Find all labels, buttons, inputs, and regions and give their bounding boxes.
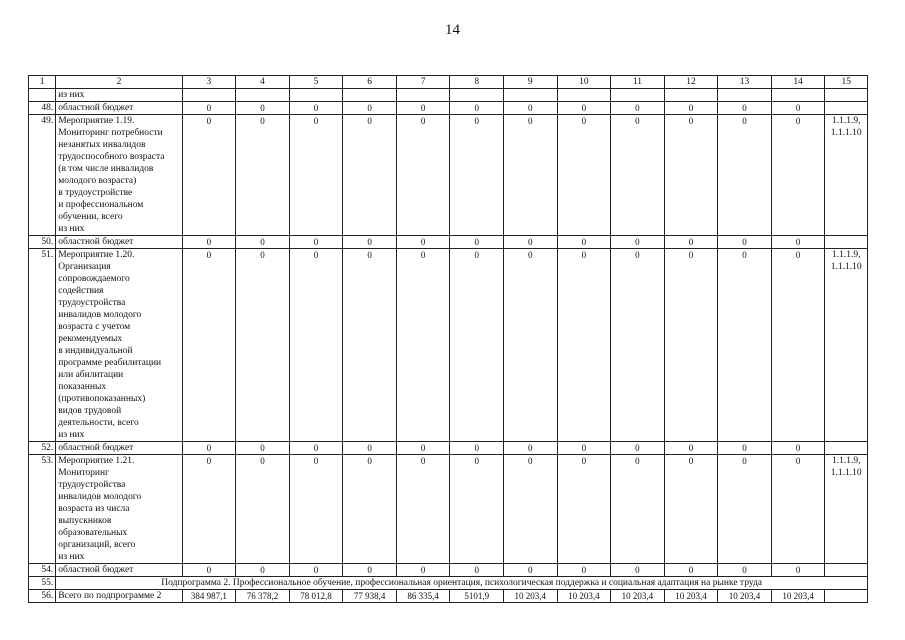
value-cell: 0: [611, 102, 665, 115]
description-line: инвалидов молодого: [58, 492, 142, 502]
table-row: [29, 442, 868, 455]
value-cell: 0: [396, 115, 450, 236]
value-cell: 0: [182, 115, 236, 236]
value-cell: 0: [182, 102, 236, 115]
description-line: областной бюджет: [58, 443, 134, 453]
value-cell: 0: [450, 249, 504, 442]
value-cell: 0: [504, 442, 558, 455]
value-cell: 0: [450, 442, 504, 455]
row-number: 50.: [29, 236, 56, 249]
value-cell: 0: [664, 455, 718, 564]
indicator-code: [825, 236, 868, 249]
value-cell: 0: [450, 115, 504, 236]
value-cell: 0: [343, 564, 397, 577]
value-cell: 0: [396, 236, 450, 249]
value-cell: [450, 89, 504, 102]
total-value-cell: 77 938,4: [343, 590, 397, 603]
value-cell: 0: [611, 564, 665, 577]
value-cell: 0: [504, 564, 558, 577]
value-cell: 0: [771, 249, 825, 442]
value-cell: 0: [718, 249, 772, 442]
value-cell: 0: [611, 249, 665, 442]
row-number: 51.: [29, 249, 56, 442]
row-description: [56, 115, 182, 236]
header-cell: 6: [343, 76, 397, 89]
value-cell: 0: [396, 102, 450, 115]
header-cell: 13: [718, 76, 772, 89]
indicator-code: [825, 89, 868, 102]
value-cell: 0: [236, 236, 290, 249]
row-description: [56, 102, 182, 115]
description-line: Мониторинг потребности: [58, 128, 163, 138]
value-cell: 0: [289, 115, 343, 236]
description-line: показанных: [58, 382, 107, 392]
row-description: [56, 442, 182, 455]
row-number: [29, 89, 56, 102]
table-row: [29, 564, 868, 577]
value-cell: 0: [664, 249, 718, 442]
value-cell: 0: [343, 455, 397, 564]
value-cell: 0: [718, 455, 772, 564]
indicator-code: [825, 442, 868, 455]
code-line: 1.1.1.10: [830, 128, 862, 138]
description-line: или абилитации: [58, 370, 124, 380]
value-cell: 0: [236, 442, 290, 455]
value-cell: 0: [182, 455, 236, 564]
value-cell: 0: [182, 236, 236, 249]
indicator-code: [825, 249, 868, 442]
description-line: в трудоустройстве: [58, 188, 133, 198]
value-cell: [236, 89, 290, 102]
indicator-code: [825, 102, 868, 115]
value-cell: 0: [504, 249, 558, 442]
value-cell: 0: [289, 455, 343, 564]
total-value-cell: 76 378,2: [236, 590, 290, 603]
value-cell: 0: [557, 236, 611, 249]
description-line: молодого возраста): [58, 176, 137, 186]
value-cell: 0: [236, 115, 290, 236]
value-cell: 0: [557, 564, 611, 577]
description-line: областной бюджет: [58, 237, 134, 247]
page-number: 14: [445, 22, 460, 38]
description-line: видов трудовой: [58, 406, 122, 416]
value-cell: 0: [343, 115, 397, 236]
value-cell: [557, 89, 611, 102]
header-cell: 4: [236, 76, 290, 89]
value-cell: 0: [718, 102, 772, 115]
value-cell: [504, 89, 558, 102]
subprogram-title: Подпрограмма 2. Профессиональное обучение, профессиональная ориентация, психологическая поддержка и социальная адаптация на рынке труда: [56, 577, 868, 590]
value-cell: 0: [664, 442, 718, 455]
table-row: [29, 455, 868, 564]
row-number: 53.: [29, 455, 56, 564]
value-cell: 0: [450, 455, 504, 564]
value-cell: [611, 89, 665, 102]
value-cell: 0: [504, 455, 558, 564]
indicator-code: [825, 455, 868, 564]
value-cell: 0: [236, 455, 290, 564]
value-cell: [343, 89, 397, 102]
indicator-code: [825, 115, 868, 236]
row-number: 49.: [29, 115, 56, 236]
table-row: [29, 89, 868, 102]
description-line: обучении, всего: [58, 212, 123, 222]
value-cell: 0: [289, 249, 343, 442]
description-line: в индивидуальной: [58, 346, 133, 356]
value-cell: 0: [611, 442, 665, 455]
total-value-cell: 10 203,4: [664, 590, 718, 603]
description-line: возраста с учетом: [58, 322, 131, 332]
total-row: [29, 590, 868, 603]
description-line: выпускников: [58, 516, 112, 526]
header-cell: 9: [504, 76, 558, 89]
table-row: [29, 236, 868, 249]
description-line: (противопоказанных): [58, 394, 146, 404]
value-cell: 0: [718, 236, 772, 249]
total-label: Всего по подпрограмме 2: [56, 590, 182, 603]
value-cell: 0: [343, 249, 397, 442]
description-line: областной бюджет: [58, 565, 134, 575]
row-number: 54.: [29, 564, 56, 577]
table-row: [29, 102, 868, 115]
value-cell: 0: [182, 442, 236, 455]
value-cell: 0: [343, 236, 397, 249]
value-cell: 0: [771, 442, 825, 455]
value-cell: 0: [557, 115, 611, 236]
description-line: деятельности, всего: [58, 418, 139, 428]
description-line: содействия: [58, 286, 104, 296]
code-line: 1.1.1.10: [830, 262, 862, 272]
code-line: 1.1.1.10: [830, 468, 862, 478]
value-cell: 0: [557, 455, 611, 564]
total-value-cell: 86 335,4: [396, 590, 450, 603]
header-row: [29, 76, 868, 89]
description-line: сопровождаемого: [58, 274, 130, 284]
value-cell: 0: [343, 442, 397, 455]
row-description: [56, 455, 182, 564]
row-description: [56, 89, 182, 102]
description-line: Организация: [58, 262, 111, 272]
value-cell: 0: [664, 564, 718, 577]
description-line: трудоустройства: [58, 480, 126, 490]
budget-table: [28, 75, 868, 603]
description-line: инвалидов молодого: [58, 310, 142, 320]
value-cell: 0: [504, 236, 558, 249]
row-description: [56, 236, 182, 249]
value-cell: 0: [450, 102, 504, 115]
value-cell: 0: [504, 115, 558, 236]
row-number: 55.: [29, 577, 56, 590]
value-cell: [771, 89, 825, 102]
value-cell: 0: [557, 249, 611, 442]
description-line: Мероприятие 1.19.: [58, 116, 135, 126]
header-cell: 10: [557, 76, 611, 89]
description-line: незанятых инвалидов: [58, 140, 146, 150]
header-cell: 11: [611, 76, 665, 89]
description-line: Мероприятие 1.20.: [58, 250, 135, 260]
table-row: [29, 249, 868, 442]
row-description: [56, 249, 182, 442]
value-cell: 0: [182, 564, 236, 577]
description-line: Мониторинг: [58, 468, 110, 478]
value-cell: [718, 89, 772, 102]
header-cell: 12: [664, 76, 718, 89]
code-line: 1.1.1.9,: [831, 456, 861, 466]
row-description: [56, 564, 182, 577]
value-cell: 0: [664, 102, 718, 115]
value-cell: 0: [771, 236, 825, 249]
description-line: из них: [58, 90, 85, 100]
total-value-cell: 10 203,4: [771, 590, 825, 603]
value-cell: 0: [236, 249, 290, 442]
value-cell: 0: [289, 564, 343, 577]
description-line: программе реабилитации: [58, 358, 162, 368]
header-cell: 2: [56, 76, 182, 89]
total-value-cell: 10 203,4: [557, 590, 611, 603]
table-row: [29, 115, 868, 236]
value-cell: 0: [664, 115, 718, 236]
value-cell: [289, 89, 343, 102]
value-cell: 0: [396, 249, 450, 442]
description-line: областной бюджет: [58, 103, 134, 113]
value-cell: 0: [771, 564, 825, 577]
indicator-code: [825, 590, 868, 603]
value-cell: 0: [557, 442, 611, 455]
value-cell: 0: [718, 564, 772, 577]
value-cell: 0: [236, 102, 290, 115]
value-cell: 0: [557, 102, 611, 115]
value-cell: 0: [289, 102, 343, 115]
header-cell: 15: [825, 76, 868, 89]
header-cell: 5: [289, 76, 343, 89]
value-cell: 0: [771, 455, 825, 564]
value-cell: [396, 89, 450, 102]
description-line: Мероприятие 1.21.: [58, 456, 135, 466]
description-line: возраста из числа: [58, 504, 130, 514]
header-cell: 3: [182, 76, 236, 89]
value-cell: 0: [718, 442, 772, 455]
value-cell: 0: [236, 564, 290, 577]
value-cell: 0: [396, 564, 450, 577]
description-line: из них: [58, 430, 85, 440]
value-cell: 0: [450, 564, 504, 577]
description-line: организаций, всего: [58, 540, 136, 550]
value-cell: [664, 89, 718, 102]
total-value-cell: 78 012,8: [289, 590, 343, 603]
value-cell: [182, 89, 236, 102]
row-number: 48.: [29, 102, 56, 115]
value-cell: 0: [611, 115, 665, 236]
header-cell: 7: [396, 76, 450, 89]
description-line: и профессиональном: [58, 200, 144, 210]
code-line: 1.1.1.9,: [831, 116, 861, 126]
description-line: образовательных: [58, 528, 128, 538]
value-cell: 0: [664, 236, 718, 249]
description-line: из них: [58, 552, 85, 562]
value-cell: 0: [504, 102, 558, 115]
description-line: из них: [58, 224, 85, 234]
header-cell: 1: [29, 76, 56, 89]
description-line: трудоспособного возраста: [58, 152, 165, 162]
value-cell: 0: [771, 102, 825, 115]
header-cell: 8: [450, 76, 504, 89]
header-cell: 14: [771, 76, 825, 89]
total-value-cell: 5101,9: [450, 590, 504, 603]
indicator-code: [825, 564, 868, 577]
total-value-cell: 10 203,4: [611, 590, 665, 603]
value-cell: 0: [289, 442, 343, 455]
value-cell: 0: [450, 236, 504, 249]
value-cell: 0: [611, 236, 665, 249]
total-value-cell: 10 203,4: [504, 590, 558, 603]
description-line: рекомендуемых: [58, 334, 123, 344]
row-number: 52.: [29, 442, 56, 455]
total-value-cell: 384 987,1: [182, 590, 236, 603]
value-cell: 0: [343, 102, 397, 115]
row-number: 56.: [29, 590, 56, 603]
value-cell: 0: [396, 455, 450, 564]
value-cell: 0: [771, 115, 825, 236]
subprogram-row: [29, 577, 868, 590]
value-cell: 0: [289, 236, 343, 249]
description-line: трудоустройства: [58, 298, 126, 308]
value-cell: 0: [182, 249, 236, 442]
total-value-cell: 10 203,4: [718, 590, 772, 603]
value-cell: 0: [718, 115, 772, 236]
value-cell: 0: [396, 442, 450, 455]
description-line: (в том числе инвалидов: [58, 164, 154, 174]
code-line: 1.1.1.9,: [831, 250, 861, 260]
value-cell: 0: [611, 455, 665, 564]
